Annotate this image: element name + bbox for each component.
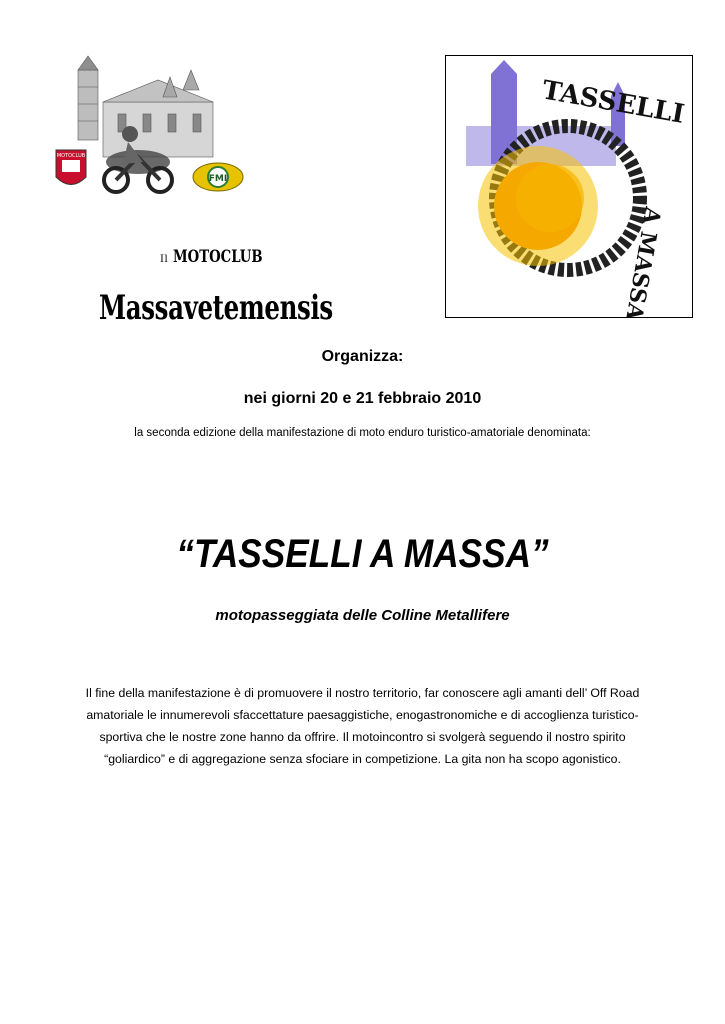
description-line: sportiva che le nostre zone hanno da offrire. Il motoincontro si svolgerà seguendo il nostro spirito [99, 730, 626, 744]
svg-text:FMI: FMI [208, 174, 228, 184]
logo-text-amassa: A MASSA [620, 204, 666, 317]
event-subtitle: motopasseggiata delle Colline Metallifere [215, 607, 510, 624]
edition-text: la seconda edizione della manifestazione di moto enduro turistico-amatoriale denominata: [134, 427, 591, 439]
cathedral-illustration [78, 56, 213, 157]
description-line: amatoriale le innumerevoli sfaccettature paesaggistiche, enogastronomiche e di accoglienza turistico- [86, 708, 639, 722]
event-title: “TASSELLI A MASSA” [176, 532, 549, 576]
club-word: MOTOCLUB [173, 247, 263, 267]
fmi-badge-icon [193, 163, 243, 191]
tasselli-logo [446, 56, 692, 317]
description-paragraph [50, 682, 675, 770]
motoclub-badge-icon [56, 150, 86, 185]
motoclub-logo [48, 52, 248, 207]
club-line [160, 247, 288, 267]
club-prefix: Il [160, 254, 169, 265]
event-dates: nei giorni 20 e 21 febbraio 2010 [243, 390, 482, 407]
svg-text:MOTOCLUB: MOTOCLUB [56, 153, 86, 159]
tasselli-logo-frame [445, 55, 693, 318]
description-line: “goliardico” e di aggregazione senza sfociare in competizione. La gita non ha scopo agonistico. [104, 752, 621, 766]
logo-text-tasselli: TASSELLI [539, 75, 687, 130]
organizza-heading: Organizza: [321, 348, 404, 365]
club-name: Massavetemensis [99, 288, 333, 328]
description-line: Il fine della manifestazione è di promuovere il nostro territorio, far conoscere agli amanti dell’ Off Road [85, 686, 640, 700]
